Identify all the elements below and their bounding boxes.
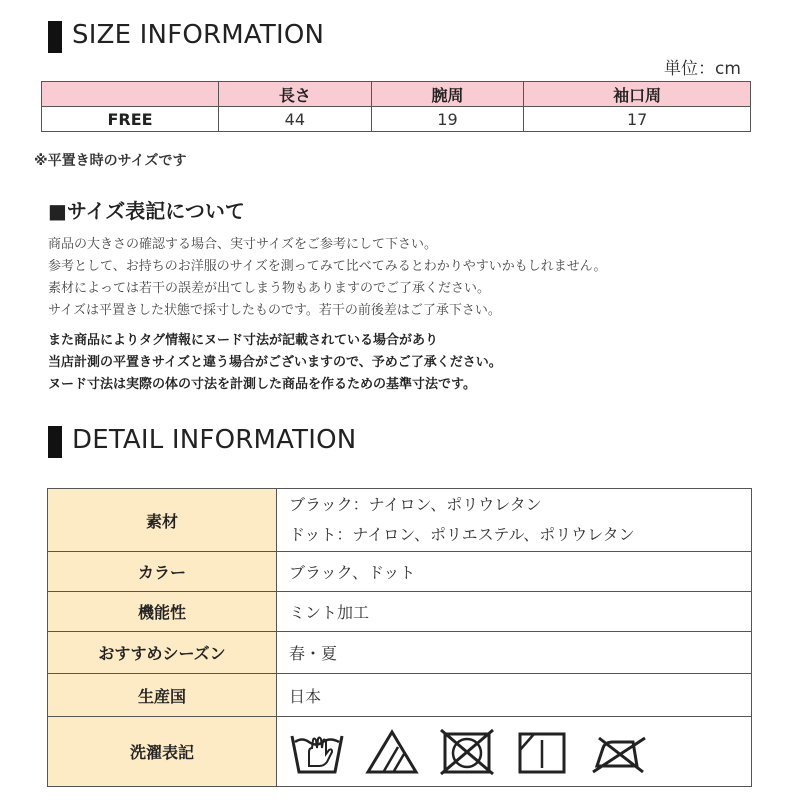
size-value-length: 44 [219,107,372,132]
unit-label: 単位：cm [664,59,741,79]
hand-wash-icon [289,728,345,776]
detail-label-material: 素材 [48,489,277,552]
detail-value-material [277,489,752,552]
detail-label-function: 機能性 [48,592,277,632]
detail-value-season: 春・夏 [277,632,752,674]
material-line: ブラック：ナイロン、ポリウレタン [289,495,542,514]
size-header-length: 長さ [219,82,372,107]
size-notation-title: ■サイズ表記について [48,199,245,223]
section-marker-detail [48,426,62,458]
detail-value-color: ブラック、ドット [277,552,752,592]
care-icons [277,717,752,787]
detail-label-care: 洗濯表記 [48,717,277,787]
nude-size-note: ヌード寸法は実際の体の寸法を計測した商品を作るための基準寸法です。 [48,377,476,392]
size-notation-paragraph: サイズは平置きした状態で採寸したものです。若干の前後差はご了承下さい。 [48,303,501,318]
table-row [42,107,751,132]
material-line: ドット：ナイロン、ポリエステル、ポリウレタン [289,525,635,544]
size-notation-paragraph: 素材によっては若干の誤差が出てしまう物もありますのでご了承ください。 [48,281,491,296]
nude-size-note: また商品によりタグ情報にヌード寸法が記載されている場合があり [48,333,439,348]
size-header-arm: 腕周 [371,82,524,107]
no-tumble-dry-icon [439,728,495,776]
nude-size-note: 当店計測の平置きサイズと違う場合がございますので、予めご了承ください。 [48,355,502,370]
size-table-header-row [42,82,751,107]
bleach-oxygen-only-icon [364,728,420,776]
table-row [48,489,752,552]
section-marker-size [48,21,62,53]
size-value-cuff: 17 [524,107,751,132]
table-row [48,717,752,787]
table-row [48,592,752,632]
table-row [48,552,752,592]
size-section-title: SIZE INFORMATION [72,20,325,50]
detail-label-color: カラー [48,552,277,592]
detail-section-title: DETAIL INFORMATION [72,425,357,455]
size-table [41,81,751,132]
detail-value-function: ミント加工 [277,592,752,632]
size-row-label: FREE [42,107,219,132]
size-header-blank [42,82,219,107]
detail-value-origin: 日本 [277,674,752,717]
detail-label-origin: 生産国 [48,674,277,717]
table-row [48,632,752,674]
detail-label-season: おすすめシーズン [48,632,277,674]
size-value-arm: 19 [371,107,524,132]
flat-measure-note: ※平置き時のサイズです [34,153,187,169]
table-row [48,674,752,717]
no-iron-icon [589,728,649,776]
size-header-cuff: 袖口周 [524,82,751,107]
size-notation-paragraph: 参考として、お持ちのお洋服のサイズを測ってみて比べてみるとわかりやすいかもしれません。 [48,259,607,274]
size-notation-paragraph: 商品の大きさの確認する場合、実寸サイズをご参考にして下さい。 [48,237,437,252]
line-dry-shade-icon [514,728,570,776]
detail-table [47,488,752,787]
